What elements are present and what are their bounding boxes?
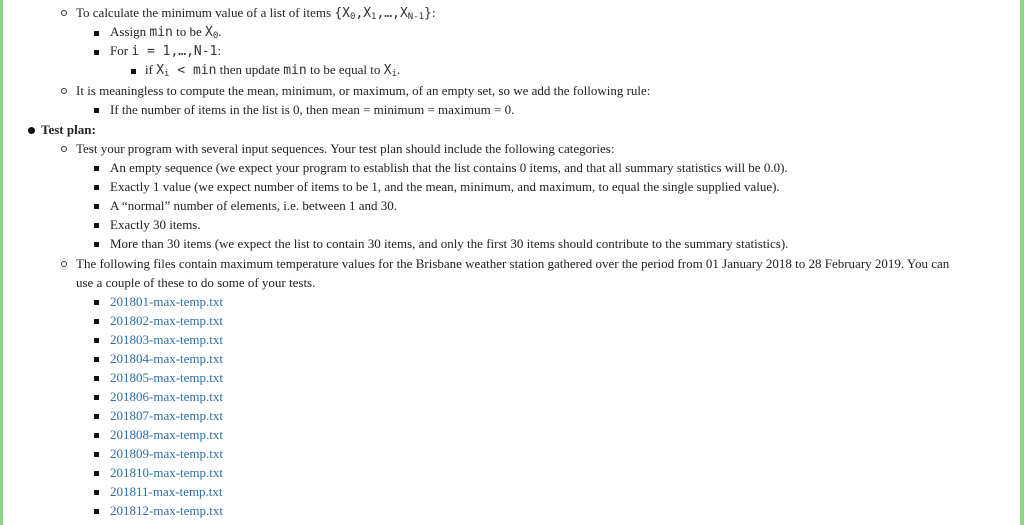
- square-bullet-icon: [94, 166, 99, 171]
- x0-symbol: $X_0$: [205, 25, 219, 41]
- min-intro-text: To calculate the minimum value of a list of items: [76, 5, 332, 20]
- square-bullet-icon: [94, 223, 99, 228]
- left-frame-border: [0, 0, 3, 525]
- category-item: An empty sequence (we expect your program to establish that the list contains 0 items, and that all summary statistics will be 0.0).: [110, 160, 788, 175]
- circle-bullet-icon: [61, 261, 67, 267]
- square-bullet-icon: [94, 204, 99, 209]
- for-line: For i = 1,…,N-1:: [110, 43, 222, 59]
- assign-line: Assign min to be $X_0$.: [110, 24, 222, 41]
- square-bullet-icon: [94, 471, 99, 476]
- square-bullet-icon: [94, 490, 99, 495]
- file-link-201809[interactable]: 201809-max-temp.txt: [110, 446, 224, 461]
- circle-bullet-icon: [61, 146, 67, 152]
- empty-rule-text: It is meaningless to compute the mean, minimum, or maximum, of an empty set, so we add the following rule:: [76, 83, 651, 98]
- file-link-201808[interactable]: 201808-max-temp.txt: [110, 427, 224, 442]
- square-bullet-icon: [94, 300, 99, 305]
- files-intro-line-2: use a couple of these to do some of your tests.: [76, 275, 316, 290]
- category-item: A “normal” number of elements, i.e. between 1 and 30.: [110, 198, 397, 213]
- category-item: Exactly 1 value (we expect number of items to be 1, and the mean, minimum, and maximum, to equal the single supplied value).: [110, 179, 780, 194]
- square-bullet-icon: [94, 452, 99, 457]
- empty-rule-detail: If the number of items in the list is 0, then mean = minimum = maximum = 0.: [110, 102, 515, 117]
- square-bullet-icon: [94, 338, 99, 343]
- square-bullet-icon: [94, 509, 99, 514]
- square-bullet-icon: [131, 69, 136, 74]
- min-intro-line: To calculate the minimum value of a list of items $\{X_0,X_1,\dots,X_{N-1}\}$:: [76, 5, 436, 22]
- test-plan-heading: Test plan:: [41, 122, 96, 137]
- square-bullet-icon: [94, 433, 99, 438]
- xi-symbol: $X_i$: [383, 63, 397, 79]
- square-bullet-icon: [94, 31, 99, 36]
- if-line: if $X_i < \min$ then update min to be equal to $X_i$.: [145, 62, 401, 79]
- file-link-201803[interactable]: 201803-max-temp.txt: [110, 332, 224, 347]
- file-link-201802[interactable]: 201802-max-temp.txt: [110, 313, 224, 328]
- square-bullet-icon: [94, 319, 99, 324]
- square-bullet-icon: [94, 395, 99, 400]
- category-item: More than 30 items (we expect the list to contain 30 items, and only the first 30 items should contribute to the summary statistics).: [110, 236, 789, 251]
- right-frame-border: [1020, 0, 1024, 525]
- file-link-201805[interactable]: 201805-max-temp.txt: [110, 370, 224, 385]
- if-condition: $X_i < \min$: [156, 63, 217, 79]
- test-plan-intro: Test your program with several input sequences. Your test plan should include the following categories:: [76, 141, 615, 156]
- files-intro-line-1: The following files contain maximum temperature values for the Brisbane weather station gathered over the period from 01 January 2018 to 28 February 2019. You can: [76, 256, 950, 271]
- circle-bullet-icon: [61, 88, 67, 94]
- file-link-201806[interactable]: 201806-max-temp.txt: [110, 389, 224, 404]
- file-link-201811[interactable]: 201811-max-temp.txt: [110, 484, 223, 499]
- min-variable: min: [283, 63, 307, 78]
- file-link-201801[interactable]: 201801-max-temp.txt: [110, 294, 224, 309]
- file-link-201810[interactable]: 201810-max-temp.txt: [110, 465, 224, 480]
- file-link-201804[interactable]: 201804-max-temp.txt: [110, 351, 224, 366]
- square-bullet-icon: [94, 108, 99, 113]
- for-expression: i = 1,…,N-1: [131, 44, 218, 59]
- file-link-201807[interactable]: 201807-max-temp.txt: [110, 408, 224, 423]
- square-bullet-icon: [94, 414, 99, 419]
- square-bullet-icon: [94, 242, 99, 247]
- category-item: Exactly 30 items.: [110, 217, 201, 232]
- square-bullet-icon: [94, 185, 99, 190]
- square-bullet-icon: [94, 376, 99, 381]
- min-variable: min: [149, 25, 173, 40]
- disc-bullet-icon: [28, 127, 35, 134]
- square-bullet-icon: [94, 357, 99, 362]
- file-link-201812[interactable]: 201812-max-temp.txt: [110, 503, 224, 518]
- square-bullet-icon: [94, 50, 99, 55]
- set-notation: $\{X_0,X_1,\dots,X_{N-1}\}$: [334, 6, 432, 22]
- circle-bullet-icon: [61, 10, 67, 16]
